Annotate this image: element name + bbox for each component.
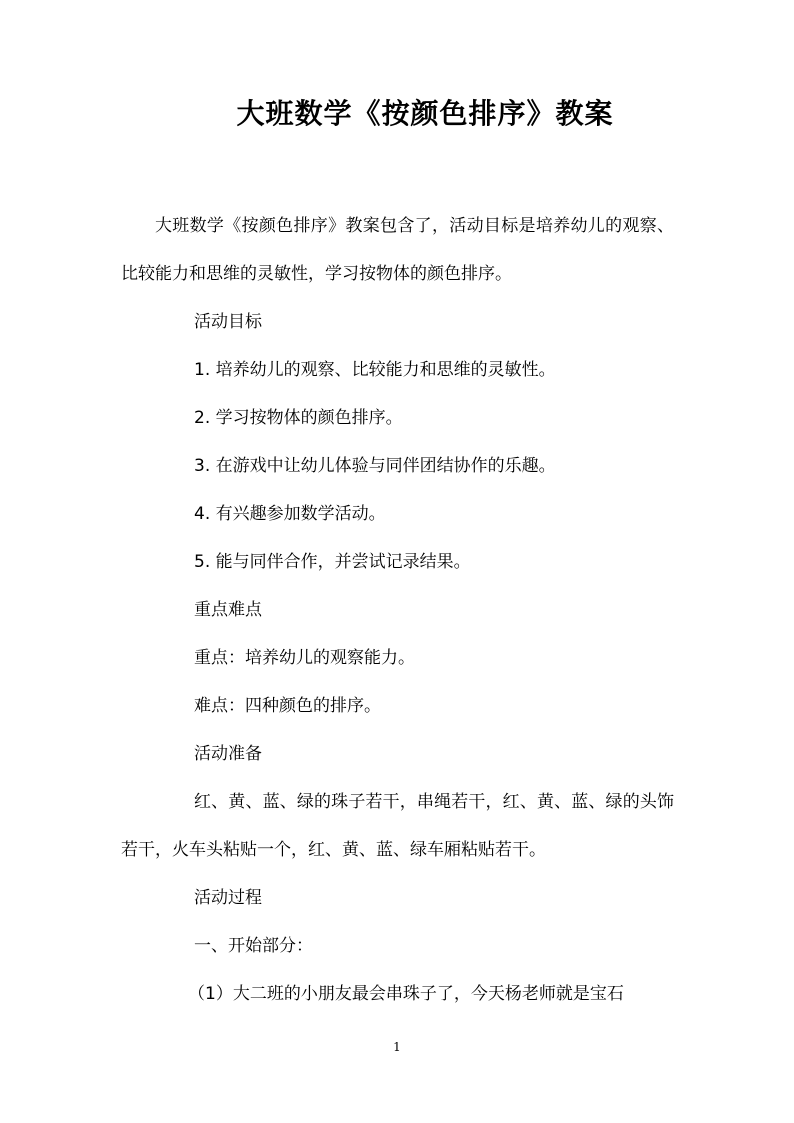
- page-number: 1: [393, 1040, 401, 1054]
- goal-item-2: 2. 学习按物体的颜色排序。: [194, 408, 403, 428]
- process-heading: 活动过程: [194, 888, 262, 908]
- intro-paragraph: 大班数学《按颜色排序》教案包含了，活动目标是培养幼儿的观察、比较能力和思维的灵敏性，学习按物体的颜色排序。: [121, 216, 674, 284]
- prep-paragraph: 红、黄、蓝、绿的珠子若干，串绳若干，红、黄、蓝、绿的头饰若干，火车头粘贴一个，红、黄、蓝、绿车厢粘贴若干。: [121, 792, 674, 860]
- key-point: 重点：培养幼儿的观察能力。: [194, 648, 415, 668]
- prep-heading: 活动准备: [194, 744, 262, 764]
- goal-item-4: 4. 有兴趣参加数学活动。: [194, 504, 386, 524]
- difficult-point: 难点：四种颜色的排序。: [194, 696, 381, 716]
- goal-item-1: 1. 培养幼儿的观察、比较能力和思维的灵敏性。: [194, 360, 556, 380]
- part1-heading: 一、开始部分：: [194, 936, 313, 956]
- goals-heading: 活动目标: [194, 312, 262, 332]
- part1-paragraph: （1）大二班的小朋友最会串珠子了，今天杨老师就是宝石: [188, 984, 624, 1004]
- key-heading: 重点难点: [194, 600, 262, 620]
- document-title: 大班数学《按颜色排序》教案: [236, 97, 614, 130]
- goal-item-5: 5. 能与同伴合作，并尝试记录结果。: [194, 552, 471, 572]
- goal-item-3: 3. 在游戏中让幼儿体验与同伴团结协作的乐趣。: [194, 456, 556, 476]
